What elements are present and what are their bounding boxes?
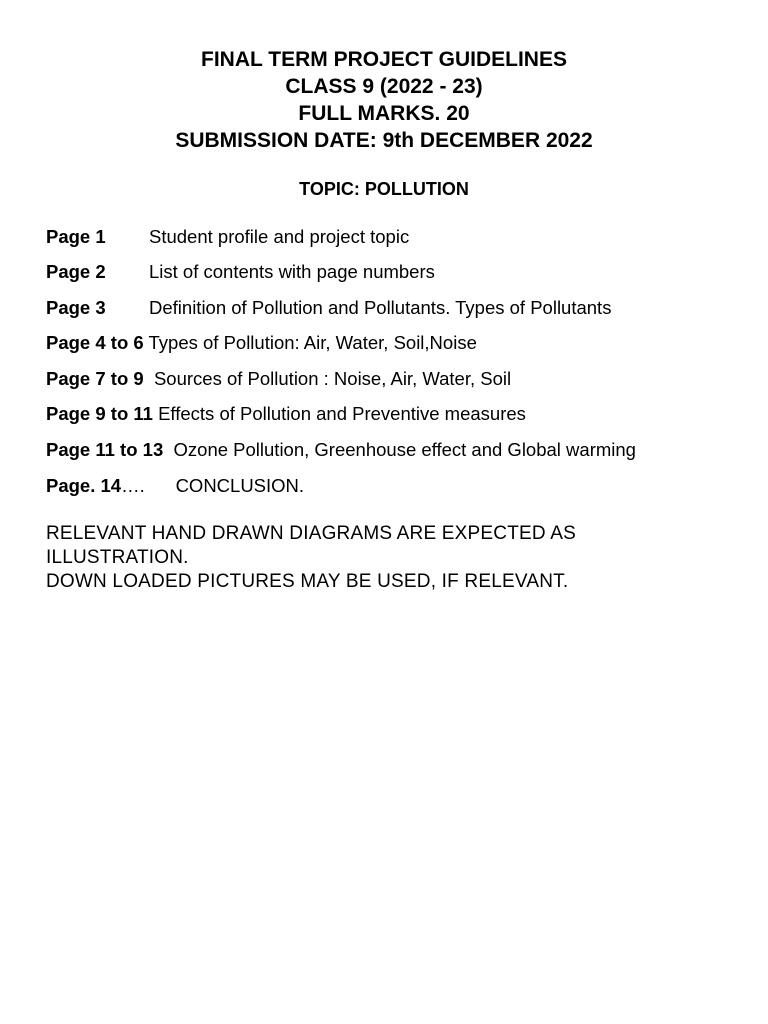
list-item <box>46 439 636 461</box>
list-item <box>46 261 435 283</box>
list-item <box>46 368 511 390</box>
page-label: Page 3 <box>46 297 106 318</box>
page-label: Page 9 to 11 <box>46 403 153 424</box>
item-description: Sources of Pollution : Noise, Air, Water, Soil <box>153 368 512 389</box>
item-description: CONCLUSION. <box>175 475 305 496</box>
item-description: Ozone Pollution, Greenhouse effect and Global warming <box>173 439 636 460</box>
list-item <box>46 403 526 425</box>
item-description: Effects of Pollution and Preventive measures <box>158 403 526 424</box>
page-label: Page 2 <box>46 261 106 282</box>
title-line: FINAL TERM PROJECT GUIDELINES <box>201 48 567 71</box>
note-line: RELEVANT HAND DRAWN DIAGRAMS ARE EXPECTED AS <box>46 523 577 544</box>
item-description: Student profile and project topic <box>149 226 410 247</box>
list-item <box>46 297 611 319</box>
page-label: Page 1 <box>46 226 106 247</box>
page-label: Page 11 to 13 <box>46 439 164 460</box>
list-item <box>46 226 409 248</box>
page-label: Page 7 to 9 <box>46 368 144 389</box>
note-line: ILLUSTRATION. <box>46 547 189 568</box>
page-label: Page 4 to 6 <box>46 332 144 353</box>
item-description: Definition of Pollution and Pollutants. Types of Pollutants <box>149 297 612 318</box>
list-item <box>46 332 477 354</box>
item-separator <box>163 439 173 460</box>
topic-heading: TOPIC: POLLUTION <box>299 179 469 199</box>
page-label: Page. 14 <box>46 475 122 496</box>
note-line: DOWN LOADED PICTURES MAY BE USED, IF RELEVANT. <box>46 571 569 592</box>
item-separator: …. <box>121 475 176 496</box>
class-line: CLASS 9 (2022 - 23) <box>285 75 483 98</box>
submission-date-line: SUBMISSION DATE: 9th DECEMBER 2022 <box>175 129 593 152</box>
item-description: Types of Pollution: Air, Water, Soil,Noise <box>148 332 477 353</box>
item-description: List of contents with page numbers <box>149 261 435 282</box>
marks-line: FULL MARKS. 20 <box>298 102 470 125</box>
item-separator <box>144 368 154 389</box>
list-item <box>46 475 304 497</box>
